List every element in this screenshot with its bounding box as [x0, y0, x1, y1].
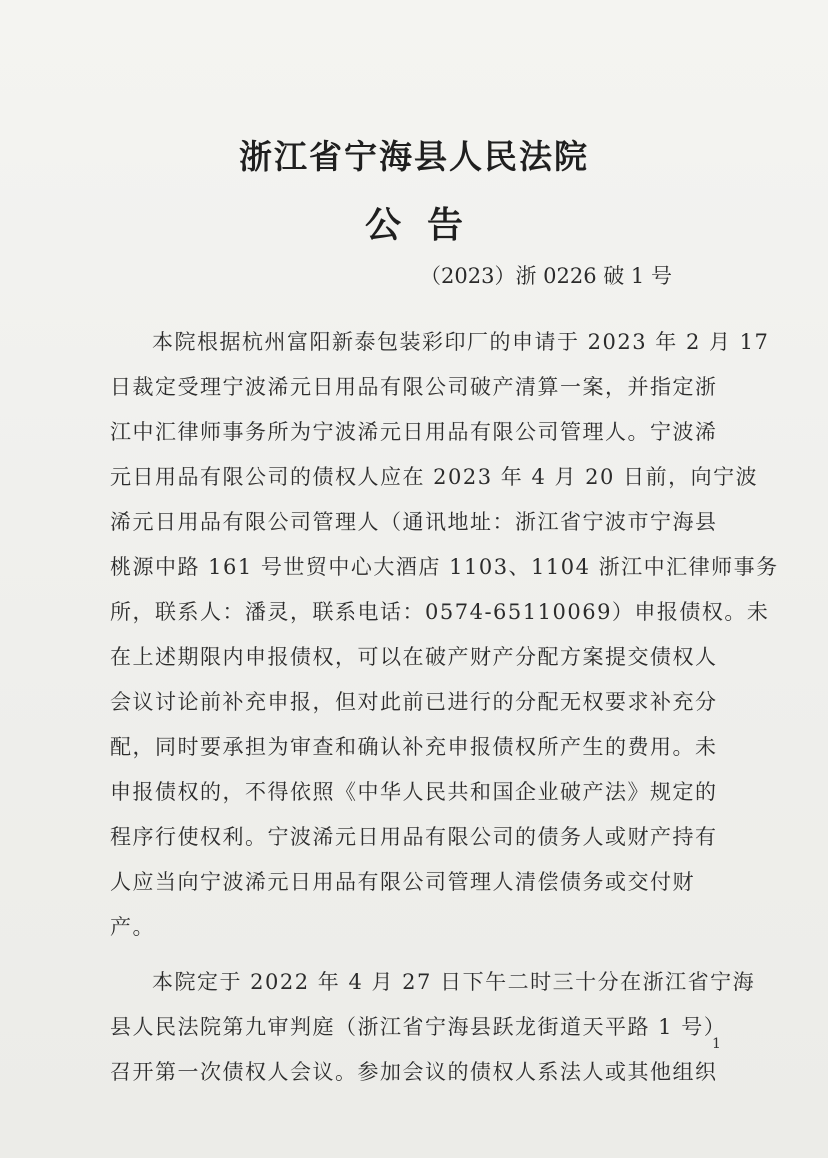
court-name-heading: 浙江省宁海县人民法院 [239, 137, 589, 176]
text-line: 江中汇律师事务所为宁波浠元日用品有限公司管理人。宁波浠 [110, 420, 718, 444]
paragraph-creditor-claims [110, 320, 779, 950]
text-line: 本院根据杭州富阳新泰包装彩印厂的申请于 2023 年 2 月 17 [152, 330, 770, 354]
text-line: 会议讨论前补充申报，但对此前已进行的分配无权要求补充分 [110, 690, 718, 714]
text-line: 程序行使权利。宁波浠元日用品有限公司的债务人或财产持有 [110, 825, 718, 849]
text-line: 召开第一次债权人会议。参加会议的债权人系法人或其他组织 [110, 1060, 718, 1084]
text-line: 在上述期限内申报债权，可以在破产财产分配方案提交债权人 [110, 645, 718, 669]
text-line: 浠元日用品有限公司管理人（通讯地址：浙江省宁波市宁海县 [110, 510, 718, 534]
text-line: 本院定于 2022 年 4 月 27 日下午二时三十分在浙江省宁海 [152, 970, 756, 994]
text-line: 所，联系人：潘灵，联系电话：0574-65110069）申报债权。未 [110, 600, 770, 624]
announcement-body [110, 320, 779, 1105]
announcement-title: 公告 [364, 204, 489, 246]
text-line: 日裁定受理宁波浠元日用品有限公司破产清算一案，并指定浙 [110, 375, 718, 399]
text-line: 申报债权的，不得依照《中华人民共和国企业破产法》规定的 [110, 780, 718, 804]
text-line: 桃源中路 161 号世贸中心大酒店 1103、1104 浙江中汇律师事务 [110, 555, 779, 579]
text-line: 配，同时要承担为审查和确认补充申报债权所产生的费用。未 [110, 735, 718, 759]
text-line: 元日用品有限公司的债权人应在 2023 年 4 月 20 日前，向宁波 [110, 465, 759, 489]
page-number: 1 [712, 1036, 721, 1052]
case-number: （2023）浙 0226 破 1 号 [420, 264, 672, 288]
paragraph-creditors-meeting [110, 960, 756, 1095]
text-line: 县人民法院第九审判庭（浙江省宁海县跃龙街道天平路 1 号） [110, 1015, 727, 1039]
text-line: 产。 [110, 915, 155, 939]
text-line: 人应当向宁波浠元日用品有限公司管理人清偿债务或交付财 [110, 870, 695, 894]
